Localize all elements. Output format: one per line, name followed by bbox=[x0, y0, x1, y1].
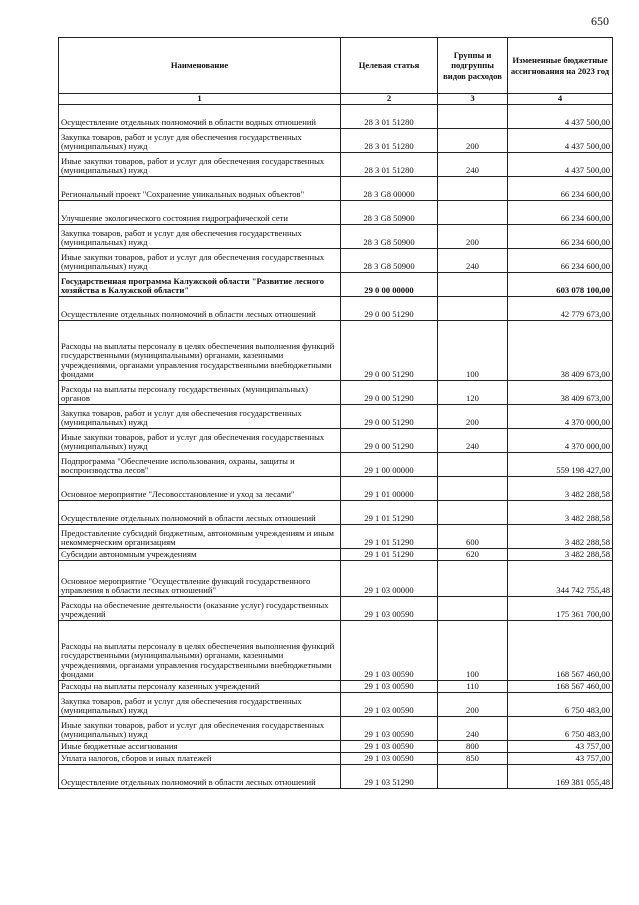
budget-table bbox=[58, 37, 613, 789]
table-row bbox=[59, 405, 613, 429]
row-amount: 168 567 460,00 bbox=[508, 681, 613, 693]
header-target-article: Целевая статья bbox=[341, 38, 438, 94]
header-amount-2023: Измененные бюджетные ассигнования на 2023 год bbox=[508, 38, 613, 94]
row-amount: 169 381 055,48 bbox=[508, 765, 613, 789]
table-header-row bbox=[59, 38, 613, 94]
table-row bbox=[59, 501, 613, 525]
row-name: Расходы на выплаты персоналу государственных (муниципальных) органов bbox=[59, 381, 341, 405]
row-name: Иные закупки товаров, работ и услуг для обеспечения государственных (муниципальных) нужд bbox=[59, 717, 341, 741]
row-name: Основное мероприятие "Лесовосстановление и уход за лесами" bbox=[59, 477, 341, 501]
row-target-code: 28 3 G8 50900 bbox=[341, 249, 438, 273]
row-target-code: 29 1 01 51290 bbox=[341, 501, 438, 525]
row-target-code: 28 3 G8 00000 bbox=[341, 177, 438, 201]
column-number: 1 bbox=[59, 94, 341, 105]
row-expense-group: 200 bbox=[438, 129, 508, 153]
table-row bbox=[59, 321, 613, 381]
row-expense-group bbox=[438, 561, 508, 597]
table-row bbox=[59, 681, 613, 693]
row-target-code: 28 3 G8 50900 bbox=[341, 201, 438, 225]
header-name: Наименование bbox=[59, 38, 341, 94]
row-expense-group: 200 bbox=[438, 405, 508, 429]
table-row bbox=[59, 549, 613, 561]
table-row bbox=[59, 153, 613, 177]
row-amount: 175 361 700,00 bbox=[508, 597, 613, 621]
row-amount: 43 757,00 bbox=[508, 741, 613, 753]
table-row bbox=[59, 177, 613, 201]
header-expense-groups: Группы и подгруппы видов расходов bbox=[438, 38, 508, 94]
row-expense-group: 110 bbox=[438, 681, 508, 693]
row-name: Региональный проект "Сохранение уникальных водных объектов" bbox=[59, 177, 341, 201]
row-amount: 43 757,00 bbox=[508, 753, 613, 765]
row-target-code: 28 3 01 51280 bbox=[341, 105, 438, 129]
row-target-code: 29 0 00 51290 bbox=[341, 405, 438, 429]
row-target-code: 28 3 G8 50900 bbox=[341, 225, 438, 249]
row-target-code: 29 0 00 51290 bbox=[341, 297, 438, 321]
row-expense-group: 240 bbox=[438, 153, 508, 177]
table-row bbox=[59, 621, 613, 681]
row-name: Предоставление субсидий бюджетным, автономным учреждениям и иным некоммерческим организациям bbox=[59, 525, 341, 549]
row-expense-group: 620 bbox=[438, 549, 508, 561]
row-amount: 4 437 500,00 bbox=[508, 153, 613, 177]
row-name: Закупка товаров, работ и услуг для обеспечения государственных (муниципальных) нужд bbox=[59, 693, 341, 717]
row-name: Осуществление отдельных полномочий в области лесных отношений bbox=[59, 501, 341, 525]
column-number: 3 bbox=[438, 94, 508, 105]
row-target-code: 29 0 00 51290 bbox=[341, 429, 438, 453]
row-expense-group bbox=[438, 597, 508, 621]
row-name: Осуществление отдельных полномочий в области водных отношений bbox=[59, 105, 341, 129]
table-row bbox=[59, 525, 613, 549]
table-row bbox=[59, 105, 613, 129]
row-target-code: 29 0 00 00000 bbox=[341, 273, 438, 297]
table-row bbox=[59, 429, 613, 453]
row-amount: 603 078 100,00 bbox=[508, 273, 613, 297]
table-row bbox=[59, 453, 613, 477]
table-row bbox=[59, 597, 613, 621]
row-name: Иные закупки товаров, работ и услуг для обеспечения государственных (муниципальных) нужд bbox=[59, 429, 341, 453]
row-amount: 66 234 600,00 bbox=[508, 225, 613, 249]
row-target-code: 29 1 03 51290 bbox=[341, 765, 438, 789]
row-amount: 66 234 600,00 bbox=[508, 249, 613, 273]
row-name: Осуществление отдельных полномочий в области лесных отношений bbox=[59, 297, 341, 321]
row-name: Расходы на выплаты персоналу в целях обеспечения выполнения функций государственными (муниципальными) органами, казенными учреждениями, органами управления государственными внебюджетными фондами bbox=[59, 621, 341, 681]
row-target-code: 29 1 00 00000 bbox=[341, 453, 438, 477]
row-amount: 6 750 483,00 bbox=[508, 693, 613, 717]
row-target-code: 29 0 00 51290 bbox=[341, 321, 438, 381]
row-target-code: 29 1 01 51290 bbox=[341, 549, 438, 561]
row-expense-group: 240 bbox=[438, 249, 508, 273]
page-number: 650 bbox=[591, 14, 609, 28]
row-name: Основное мероприятие "Осуществление функций государственного управления в области лесных отношений" bbox=[59, 561, 341, 597]
row-target-code: 29 1 01 51290 bbox=[341, 525, 438, 549]
row-target-code: 29 1 03 00590 bbox=[341, 741, 438, 753]
row-amount: 4 370 000,00 bbox=[508, 405, 613, 429]
row-name: Закупка товаров, работ и услуг для обеспечения государственных (муниципальных) нужд bbox=[59, 405, 341, 429]
row-name: Субсидии автономным учреждениям bbox=[59, 549, 341, 561]
row-expense-group: 100 bbox=[438, 621, 508, 681]
row-amount: 559 198 427,00 bbox=[508, 453, 613, 477]
row-target-code: 28 3 01 51280 bbox=[341, 153, 438, 177]
row-name: Иные закупки товаров, работ и услуг для обеспечения государственных (муниципальных) нужд bbox=[59, 249, 341, 273]
row-name: Государственная программа Калужской области "Развитие лесного хозяйства в Калужской области" bbox=[59, 273, 341, 297]
row-amount: 3 482 288,58 bbox=[508, 501, 613, 525]
row-target-code: 29 1 03 00590 bbox=[341, 621, 438, 681]
row-target-code: 29 1 03 00000 bbox=[341, 561, 438, 597]
row-amount: 4 437 500,00 bbox=[508, 105, 613, 129]
row-target-code: 29 1 03 00590 bbox=[341, 717, 438, 741]
row-target-code: 29 1 01 00000 bbox=[341, 477, 438, 501]
row-amount: 3 482 288,58 bbox=[508, 549, 613, 561]
row-expense-group bbox=[438, 201, 508, 225]
table-row bbox=[59, 561, 613, 597]
table-row bbox=[59, 717, 613, 741]
row-expense-group bbox=[438, 765, 508, 789]
row-expense-group: 800 bbox=[438, 741, 508, 753]
column-number: 4 bbox=[508, 94, 613, 105]
table-body bbox=[59, 105, 613, 789]
table-row bbox=[59, 741, 613, 753]
table-row bbox=[59, 201, 613, 225]
row-amount: 42 779 673,00 bbox=[508, 297, 613, 321]
table-row bbox=[59, 129, 613, 153]
table-row bbox=[59, 297, 613, 321]
table-row bbox=[59, 225, 613, 249]
row-target-code: 28 3 01 51280 bbox=[341, 129, 438, 153]
column-number: 2 bbox=[341, 94, 438, 105]
row-expense-group bbox=[438, 477, 508, 501]
row-name: Иные закупки товаров, работ и услуг для обеспечения государственных (муниципальных) нужд bbox=[59, 153, 341, 177]
table-row bbox=[59, 381, 613, 405]
row-name: Расходы на выплаты персоналу в целях обеспечения выполнения функций государственными (муниципальными) органами, казенными учреждениями, органами управления государственными внебюджетными фондами bbox=[59, 321, 341, 381]
row-amount: 38 409 673,00 bbox=[508, 381, 613, 405]
column-number-row bbox=[59, 94, 613, 105]
row-amount: 344 742 755,48 bbox=[508, 561, 613, 597]
row-amount: 168 567 460,00 bbox=[508, 621, 613, 681]
table-row bbox=[59, 765, 613, 789]
row-amount: 3 482 288,58 bbox=[508, 477, 613, 501]
table-row bbox=[59, 249, 613, 273]
row-expense-group: 240 bbox=[438, 429, 508, 453]
row-expense-group bbox=[438, 453, 508, 477]
row-amount: 38 409 673,00 bbox=[508, 321, 613, 381]
table-row bbox=[59, 477, 613, 501]
row-name: Расходы на выплаты персоналу казенных учреждений bbox=[59, 681, 341, 693]
row-name: Закупка товаров, работ и услуг для обеспечения государственных (муниципальных) нужд bbox=[59, 225, 341, 249]
table-row bbox=[59, 693, 613, 717]
row-amount: 66 234 600,00 bbox=[508, 201, 613, 225]
row-expense-group: 600 bbox=[438, 525, 508, 549]
table-row bbox=[59, 273, 613, 297]
row-target-code: 29 1 03 00590 bbox=[341, 681, 438, 693]
row-expense-group: 120 bbox=[438, 381, 508, 405]
row-target-code: 29 0 00 51290 bbox=[341, 381, 438, 405]
row-target-code: 29 1 03 00590 bbox=[341, 597, 438, 621]
row-amount: 4 370 000,00 bbox=[508, 429, 613, 453]
row-amount: 3 482 288,58 bbox=[508, 525, 613, 549]
row-expense-group bbox=[438, 501, 508, 525]
row-expense-group bbox=[438, 297, 508, 321]
row-target-code: 29 1 03 00590 bbox=[341, 753, 438, 765]
row-name: Подпрограмма "Обеспечение использования, охраны, защиты и воспроизводства лесов" bbox=[59, 453, 341, 477]
row-name: Осуществление отдельных полномочий в области лесных отношений bbox=[59, 765, 341, 789]
row-target-code: 29 1 03 00590 bbox=[341, 693, 438, 717]
row-name: Уплата налогов, сборов и иных платежей bbox=[59, 753, 341, 765]
row-expense-group: 240 bbox=[438, 717, 508, 741]
row-name: Улучшение экологического состояния гидрографической сети bbox=[59, 201, 341, 225]
row-name: Расходы на обеспечение деятельности (оказание услуг) государственных учреждений bbox=[59, 597, 341, 621]
row-name: Иные бюджетные ассигнования bbox=[59, 741, 341, 753]
row-expense-group: 200 bbox=[438, 225, 508, 249]
row-amount: 66 234 600,00 bbox=[508, 177, 613, 201]
row-amount: 6 750 483,00 bbox=[508, 717, 613, 741]
row-expense-group bbox=[438, 273, 508, 297]
row-expense-group bbox=[438, 105, 508, 129]
row-expense-group: 200 bbox=[438, 693, 508, 717]
table-row bbox=[59, 753, 613, 765]
row-expense-group bbox=[438, 177, 508, 201]
row-amount: 4 437 500,00 bbox=[508, 129, 613, 153]
row-expense-group: 850 bbox=[438, 753, 508, 765]
row-name: Закупка товаров, работ и услуг для обеспечения государственных (муниципальных) нужд bbox=[59, 129, 341, 153]
row-expense-group: 100 bbox=[438, 321, 508, 381]
